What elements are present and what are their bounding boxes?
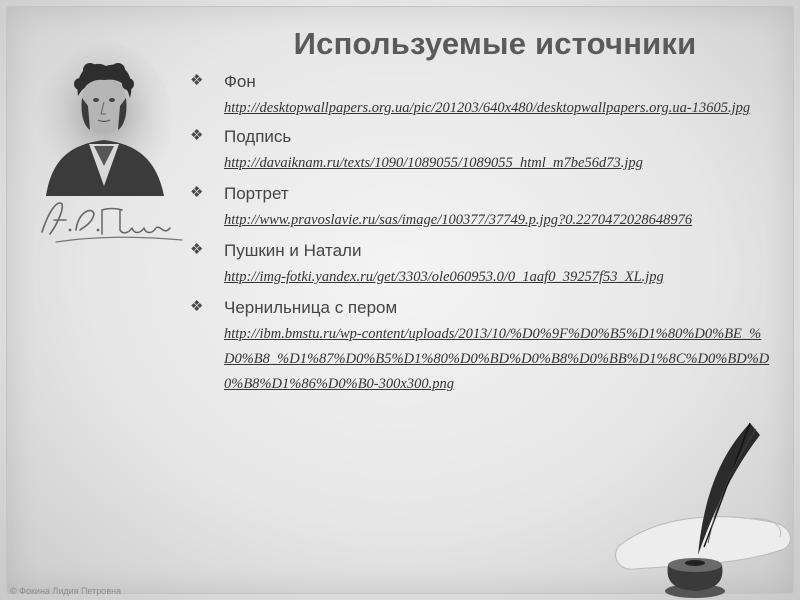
diamond-bullet-icon: ❖	[190, 241, 204, 258]
source-label: Пушкин и Натали	[224, 241, 362, 260]
inkwell-quill-image	[600, 415, 800, 600]
signature-image	[36, 190, 186, 250]
source-link[interactable]: http://www.pravoslavie.ru/sas/image/100377/37749.p.jpg?0.2270472028648976	[224, 212, 693, 228]
diamond-bullet-icon: ❖	[190, 184, 204, 201]
source-label: Подпись	[224, 127, 292, 146]
source-link[interactable]: http://davaiknam.ru/texts/1090/1089055/1089055_html_m7be56d73.jpg	[224, 155, 643, 171]
page-title: Используемые источники	[293, 26, 697, 61]
sources-list	[190, 70, 770, 403]
list-item	[190, 70, 770, 121]
source-link[interactable]: http://desktopwallpapers.org.ua/pic/201203/640x480/desktopwallpapers.org.ua-13605.jpg	[224, 100, 751, 116]
diamond-bullet-icon: ❖	[190, 127, 204, 144]
source-link[interactable]: http://ibm.bmstu.ru/wp-content/uploads/2013/10/%D0%9F%D0%B5%D1%80%D0%BE_%D0%B8_%D1%87%D0%B5%D1%80%D0%BD%D0%B8%D0%BB%D1%8C%D0%BD%D0%B8%D1%86%D0%B0-300x300.png	[224, 326, 770, 392]
list-item	[190, 125, 770, 176]
source-label: Портрет	[224, 184, 289, 203]
source-label: Чернильница с пером	[224, 298, 398, 317]
source-label: Фон	[224, 72, 256, 91]
diamond-bullet-icon: ❖	[190, 298, 204, 315]
copyright-text: © Фокина Лидия Петровна	[10, 586, 122, 596]
source-link[interactable]: http://img-fotki.yandex.ru/get/3303/ole060953.0/0_1aaf0_39257f53_XL.jpg	[224, 269, 664, 285]
list-item	[190, 239, 770, 290]
list-item	[190, 182, 770, 233]
list-item	[190, 296, 770, 397]
diamond-bullet-icon: ❖	[190, 72, 204, 89]
